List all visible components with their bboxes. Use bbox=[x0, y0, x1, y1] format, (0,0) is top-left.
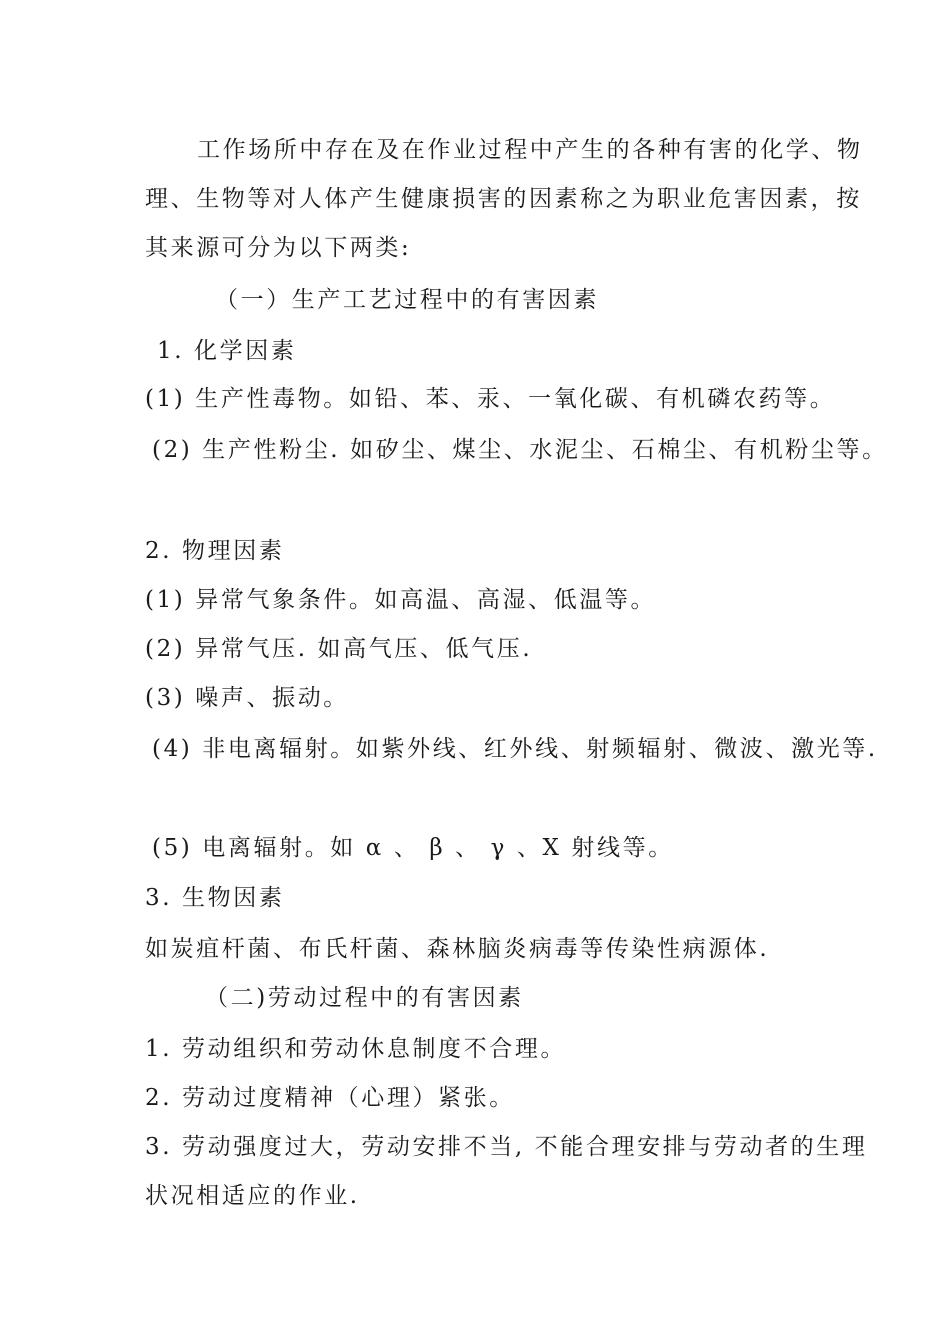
labor-item-1: 1. 劳动组织和劳动休息制度不合理。 bbox=[145, 1036, 567, 1062]
intro-paragraph-line-1: 工作场所中存在及在作业过程中产生的各种有害的化学、物 bbox=[197, 137, 863, 163]
labor-item-2: 2. 劳动过度精神（心理）紧张。 bbox=[145, 1085, 515, 1111]
physical-item-5: (5) 电离辐射。如 α 、 β 、 γ 、X 射线等。 bbox=[152, 835, 674, 861]
chemical-factors-title: 1. 化学因素 bbox=[157, 338, 297, 364]
physical-item-4: (4) 非电离辐射。如紫外线、红外线、射频辐射、微波、激光等. bbox=[152, 736, 878, 762]
biological-factors-text: 如炭疽杆菌、布氏杆菌、森林脑炎病毒等传染性病源体. bbox=[145, 936, 770, 962]
labor-item-3: 3. 劳动强度过大，劳动安排不当, 不能合理安排与劳动者的生理 bbox=[145, 1134, 868, 1160]
physical-item-3: (3) 噪声、振动。 bbox=[145, 685, 349, 711]
section-2-heading: （二)劳动过程中的有害因素 bbox=[205, 985, 524, 1011]
physical-factors-title: 2. 物理因素 bbox=[145, 538, 285, 564]
intro-paragraph-line-3: 其来源可分为以下两类: bbox=[145, 235, 412, 261]
physical-item-2: (2) 异常气压. 如高气压、低气压. bbox=[145, 636, 533, 662]
chemical-item-2: (2) 生产性粉尘. 如矽尘、煤尘、水泥尘、石棉尘、有机粉尘等。 bbox=[152, 437, 888, 463]
labor-item-3-continued: 状况相适应的作业. bbox=[145, 1183, 360, 1209]
chemical-item-1: (1) 生产性毒物。如铅、苯、汞、一氧化碳、有机磷农药等。 bbox=[145, 386, 836, 412]
section-1-heading: （一）生产工艺过程中的有害因素 bbox=[215, 287, 599, 313]
biological-factors-title: 3. 生物因素 bbox=[145, 885, 285, 911]
intro-paragraph-line-2: 理、生物等对人体产生健康损害的因素称之为职业危害因素，按 bbox=[145, 186, 862, 212]
physical-item-1: (1) 异常气象条件。如高温、高湿、低温等。 bbox=[145, 587, 657, 613]
